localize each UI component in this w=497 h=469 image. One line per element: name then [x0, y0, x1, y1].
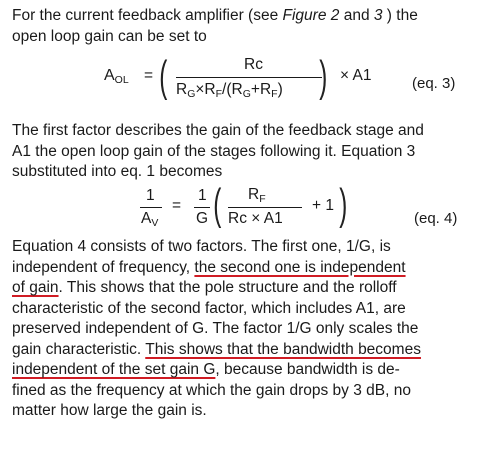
- eq4-lhs-bar: [140, 207, 162, 208]
- eq3-times-a1: × A1: [340, 67, 372, 84]
- eq4-inner-bar: [228, 207, 302, 208]
- eq4-g-numerator: 1: [198, 187, 207, 204]
- eq3-lhs: AOL: [104, 67, 129, 86]
- eq4-g-bar: [194, 207, 210, 208]
- explanation-paragraph: [12, 121, 484, 183]
- eq4-g-denominator: G: [196, 210, 209, 227]
- highlight-set-gain: independent of the set gain G: [12, 361, 216, 378]
- eq4-inner-denominator: Rc × A1: [228, 210, 283, 227]
- explanation-line-3: substituted into eq. 1 becomes: [12, 163, 223, 180]
- highlight-independent-of-gain: the second one is independent: [194, 258, 406, 276]
- intro-text-and: and: [339, 7, 374, 24]
- eq3-fraction-bar: [176, 77, 322, 78]
- conclusion-line-6: gain characteristic. This shows that the bandwidth becomes: [12, 340, 421, 358]
- highlight-of-gain: of gain: [12, 279, 59, 296]
- conclusion-line-5: preserved independent of G. The factor 1/G only scales the: [12, 320, 419, 337]
- conclusion-line-3: of gain. This shows that the pole structure and the rolloff: [12, 279, 397, 296]
- eq3-numerator: Rc: [244, 56, 263, 73]
- eq4-lhs-denominator: AV: [141, 210, 159, 229]
- intro-text: For the current feedback amplifier (see: [12, 7, 283, 24]
- eq4-plus-one: + 1: [312, 197, 334, 214]
- figure-2-reference: Figure 2: [282, 7, 340, 24]
- conclusion-line-4: characteristic of the second factor, which includes A1, are: [12, 299, 406, 317]
- intro-text-end: ) the: [382, 7, 418, 24]
- eq3-close-paren: ): [319, 52, 328, 101]
- eq4-label: (eq. 4): [414, 210, 458, 227]
- intro-paragraph: [12, 6, 484, 47]
- conclusion-line-1: Equation 4 consists of two factors. The first one, 1/G, is: [12, 238, 391, 255]
- eq4-close-paren: ): [339, 180, 348, 229]
- conclusion-line-9: matter how large the gain is.: [12, 402, 207, 419]
- conclusion-line-2: independent of frequency, the second one is independent: [12, 258, 406, 276]
- equation-4: [140, 180, 484, 232]
- highlight-bandwidth: This shows that the bandwidth becomes: [145, 340, 421, 358]
- eq3-label: (eq. 3): [412, 75, 456, 92]
- eq4-open-paren: (: [213, 180, 222, 229]
- explanation-line-1: The first factor describes the gain of the feedback stage and: [12, 122, 424, 139]
- eq3-denominator: RG×RF/(RG+RF): [176, 81, 283, 100]
- conclusion-line-8: fined as the frequency at which the gain drops by 3 dB, no: [12, 381, 411, 399]
- eq3-open-paren: (: [159, 52, 168, 101]
- conclusion-paragraph: [12, 237, 484, 422]
- intro-line-1: [12, 6, 484, 27]
- eq4-equals: =: [172, 197, 182, 214]
- eq3-equals: =: [144, 67, 154, 84]
- explanation-line-2: A1 the open loop gain of the stages following it. Equation 3: [12, 142, 416, 160]
- figure-3-reference: 3: [373, 7, 383, 24]
- equation-3: [104, 54, 484, 104]
- eq4-lhs-numerator: 1: [146, 187, 155, 204]
- intro-line-2: open loop gain can be set to: [12, 27, 207, 45]
- eq4-inner-numerator: RF: [248, 186, 266, 205]
- conclusion-line-7: independent of the set gain G, because bandwidth is de-: [12, 361, 400, 378]
